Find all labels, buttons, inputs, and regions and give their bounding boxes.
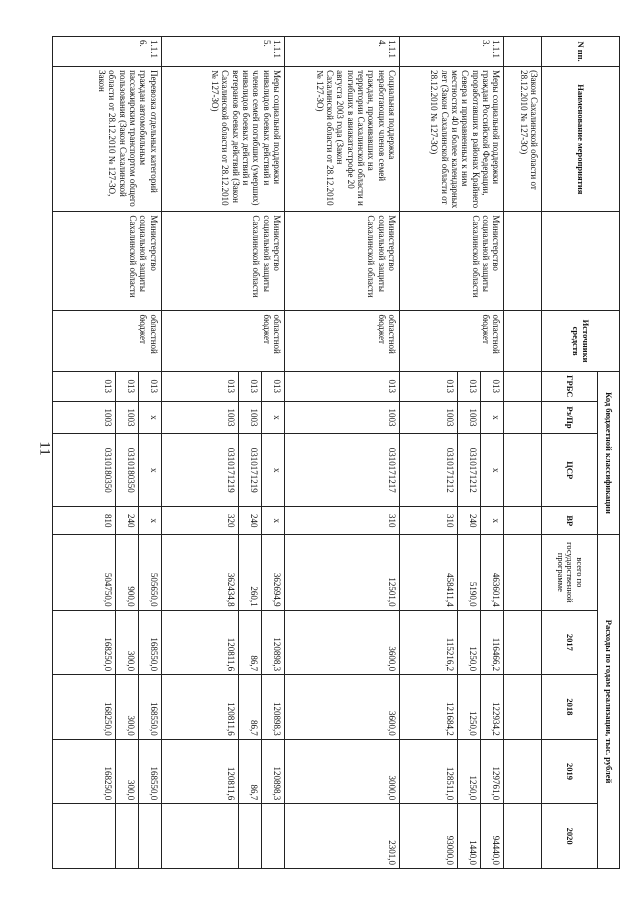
cell-grbs: 013 — [481, 371, 504, 401]
cell-2020: 2301,0 — [285, 804, 400, 869]
cell-2019: 1250,0 — [458, 739, 481, 804]
page-number: 11 — [36, 441, 53, 456]
cell-rzpr: 1003 — [161, 401, 238, 433]
cell-2018: 300,0 — [115, 675, 138, 740]
cell-2019: 120811,6 — [161, 739, 238, 804]
table-row — [481, 37, 504, 869]
header-csr: ЦСР — [542, 434, 598, 507]
table-header — [542, 37, 620, 869]
cell-name: Меры социальной поддержки инвалидов боевых действий и членов семей погибших (умерших) инвалидов боевых действий и ветеранов боевых действий (Закон Сахалинской области от 28.12.2010 № 127-ЗО) — [161, 67, 284, 212]
header-grbs: ГРБС — [542, 371, 598, 401]
cell-csr: 0310171212 — [399, 434, 458, 507]
header-vr: ВР — [542, 507, 598, 535]
cell-vr: х — [262, 507, 285, 535]
cell-total: 5190,0 — [458, 535, 481, 610]
cell-no: 1.1.1 6. — [53, 37, 162, 67]
cell-grbs: 013 — [262, 371, 285, 401]
cell-total: 362694,9 — [262, 535, 285, 610]
cell-csr: х — [481, 434, 504, 507]
cell-2020 — [161, 804, 238, 869]
table-row — [138, 37, 161, 869]
table-row — [285, 37, 400, 869]
cell-csr — [504, 434, 542, 507]
cell-source: областной бюджет — [399, 311, 503, 371]
cell-2017: 168550,0 — [138, 610, 161, 675]
cell-2020: 94440,0 — [481, 804, 504, 869]
table-row — [504, 37, 542, 869]
cell-executor: Министерство социальной защиты Сахалинской области — [399, 212, 503, 311]
cell-name: (Закон Сахалинской области от 28.12.2010 № 127-ЗО) — [504, 67, 542, 212]
cell-rzpr: 1003 — [285, 401, 400, 433]
cell-grbs: 013 — [53, 371, 116, 401]
header-total: всего по государственной программе — [542, 535, 598, 610]
header-budget-code-group: Код бюджетной классификации — [598, 371, 620, 535]
cell-rzpr: 1003 — [53, 401, 116, 433]
cell-total: 458411,4 — [399, 535, 458, 610]
cell-rzpr: 1003 — [399, 401, 458, 433]
cell-grbs: 013 — [399, 371, 458, 401]
cell-executor — [504, 212, 542, 311]
cell-rzpr: 1003 — [239, 401, 262, 433]
cell-rzpr: 1003 — [458, 401, 481, 433]
cell-2017: 86,7 — [239, 610, 262, 675]
cell-2017 — [504, 610, 542, 675]
table-row — [262, 37, 285, 869]
cell-no: 1.1.1 5. — [161, 37, 284, 67]
rotated-table-wrapper — [52, 36, 620, 869]
cell-2018: 121684,2 — [399, 675, 458, 740]
cell-2019: 3000,0 — [285, 739, 400, 804]
cell-2017: 300,0 — [115, 610, 138, 675]
cell-csr: 0310171217 — [285, 434, 400, 507]
cell-no — [504, 37, 542, 67]
cell-vr: 240 — [239, 507, 262, 535]
cell-total: 505650,0 — [138, 535, 161, 610]
header-2018: 2018 — [542, 675, 598, 740]
cell-grbs: 013 — [115, 371, 138, 401]
cell-vr: 310 — [399, 507, 458, 535]
header-2020: 2020 — [542, 804, 598, 869]
cell-2018: 168250,0 — [53, 675, 116, 740]
cell-name: Перевозка отдельных категорий граждан автомобильным пассажирским транспортом общего пользования (Закон Сахалинской области от 28.12.2010 № 127-ЗО, Закон — [53, 67, 162, 212]
cell-source: областной бюджет — [53, 311, 162, 371]
cell-csr: х — [138, 434, 161, 507]
cell-csr: 0310180350 — [53, 434, 116, 507]
cell-grbs: 013 — [285, 371, 400, 401]
cell-vr: 810 — [53, 507, 116, 535]
cell-grbs: 013 — [138, 371, 161, 401]
cell-2019: 129761,0 — [481, 739, 504, 804]
cell-csr: х — [262, 434, 285, 507]
cell-rzpr — [504, 401, 542, 433]
cell-vr: 240 — [115, 507, 138, 535]
cell-total: 362434,8 — [161, 535, 238, 610]
cell-2018: 1250,0 — [458, 675, 481, 740]
cell-2018: 120898,3 — [262, 675, 285, 740]
cell-no: 1.1.1 3. — [399, 37, 503, 67]
cell-csr: 0310180350 — [115, 434, 138, 507]
cell-2017: 116466,2 — [481, 610, 504, 675]
cell-2020: 1440,0 — [458, 804, 481, 869]
header-expenses-group: Расходы по годам реализации, тыс. рублей — [598, 535, 620, 869]
cell-2020 — [239, 804, 262, 869]
cell-executor: Министерство социальной защиты Сахалинской области — [161, 212, 284, 311]
cell-source — [504, 311, 542, 371]
cell-2020 — [53, 804, 116, 869]
cell-vr: х — [138, 507, 161, 535]
cell-2018: 168550,0 — [138, 675, 161, 740]
cell-vr: 240 — [458, 507, 481, 535]
header-no: N пп. — [542, 37, 620, 67]
cell-csr: 0310171219 — [239, 434, 262, 507]
cell-csr: 0310171219 — [161, 434, 238, 507]
cell-2020 — [115, 804, 138, 869]
cell-total: 260,1 — [239, 535, 262, 610]
cell-2018 — [504, 675, 542, 740]
cell-vr — [504, 507, 542, 535]
cell-2017: 120898,3 — [262, 610, 285, 675]
cell-2019: 120898,3 — [262, 739, 285, 804]
cell-executor: Министерство социальной защиты Сахалинской области — [285, 212, 400, 311]
cell-2018: 86,7 — [239, 675, 262, 740]
cell-2020 — [138, 804, 161, 869]
header-source: Источники средств — [542, 311, 620, 371]
cell-2019: 300,0 — [115, 739, 138, 804]
cell-vr: 310 — [285, 507, 400, 535]
cell-grbs — [504, 371, 542, 401]
program-expenses-table — [52, 36, 620, 869]
cell-total: 504750,0 — [53, 535, 116, 610]
header-executor — [542, 212, 620, 311]
cell-grbs: 013 — [239, 371, 262, 401]
header-2019: 2019 — [542, 739, 598, 804]
cell-2019: 168250,0 — [53, 739, 116, 804]
cell-grbs: 013 — [161, 371, 238, 401]
cell-total — [504, 535, 542, 610]
cell-2020 — [504, 804, 542, 869]
cell-total: 900,0 — [115, 535, 138, 610]
cell-vr: х — [481, 507, 504, 535]
cell-vr: 320 — [161, 507, 238, 535]
cell-rzpr: х — [262, 401, 285, 433]
cell-2019 — [504, 739, 542, 804]
cell-source: областной бюджет — [285, 311, 400, 371]
cell-source: областной бюджет — [161, 311, 284, 371]
cell-2017: 168250,0 — [53, 610, 116, 675]
cell-2019: 128511,0 — [399, 739, 458, 804]
cell-grbs: 013 — [458, 371, 481, 401]
cell-2018: 122934,2 — [481, 675, 504, 740]
cell-rzpr: 1003 — [115, 401, 138, 433]
header-rzpr: Рз/Пр — [542, 401, 598, 433]
cell-no: 1.1.1 4. — [285, 37, 400, 67]
cell-csr: 0310171212 — [458, 434, 481, 507]
cell-2018: 3600,0 — [285, 675, 400, 740]
cell-total: 463601,4 — [481, 535, 504, 610]
cell-2017: 120811,6 — [161, 610, 238, 675]
header-2017: 2017 — [542, 610, 598, 675]
cell-2019: 86,7 — [239, 739, 262, 804]
cell-2017: 115216,2 — [399, 610, 458, 675]
cell-rzpr: х — [138, 401, 161, 433]
cell-2017: 3600,0 — [285, 610, 400, 675]
cell-rzpr: х — [481, 401, 504, 433]
cell-total: 12501,0 — [285, 535, 400, 610]
cell-2019: 168550,0 — [138, 739, 161, 804]
header-name: Наименование мероприятия — [542, 67, 620, 212]
cell-2017: 1250,0 — [458, 610, 481, 675]
cell-name: Социальная поддержка неработающих членов семей граждан, проживавших на территории Сахалинской области и погибших в авиакатастрофе 20 августа 2003 года (Закон Сахалинской области от 28.12.2010 № 127-ЗО) — [285, 67, 400, 212]
cell-2020 — [262, 804, 285, 869]
cell-executor: Министерство социальной защиты Сахалинской области — [53, 212, 162, 311]
cell-2018: 120811,6 — [161, 675, 238, 740]
cell-name: Меры социальной поддержки граждан Российской Федерации, проработавших в районах Крайнего Севера и приравненных к ним местностях 40 и более календарных лет (Закон Сахалинской области от 28.12.2010 № 127-ЗО) — [399, 67, 503, 212]
cell-2020: 93000,0 — [399, 804, 458, 869]
